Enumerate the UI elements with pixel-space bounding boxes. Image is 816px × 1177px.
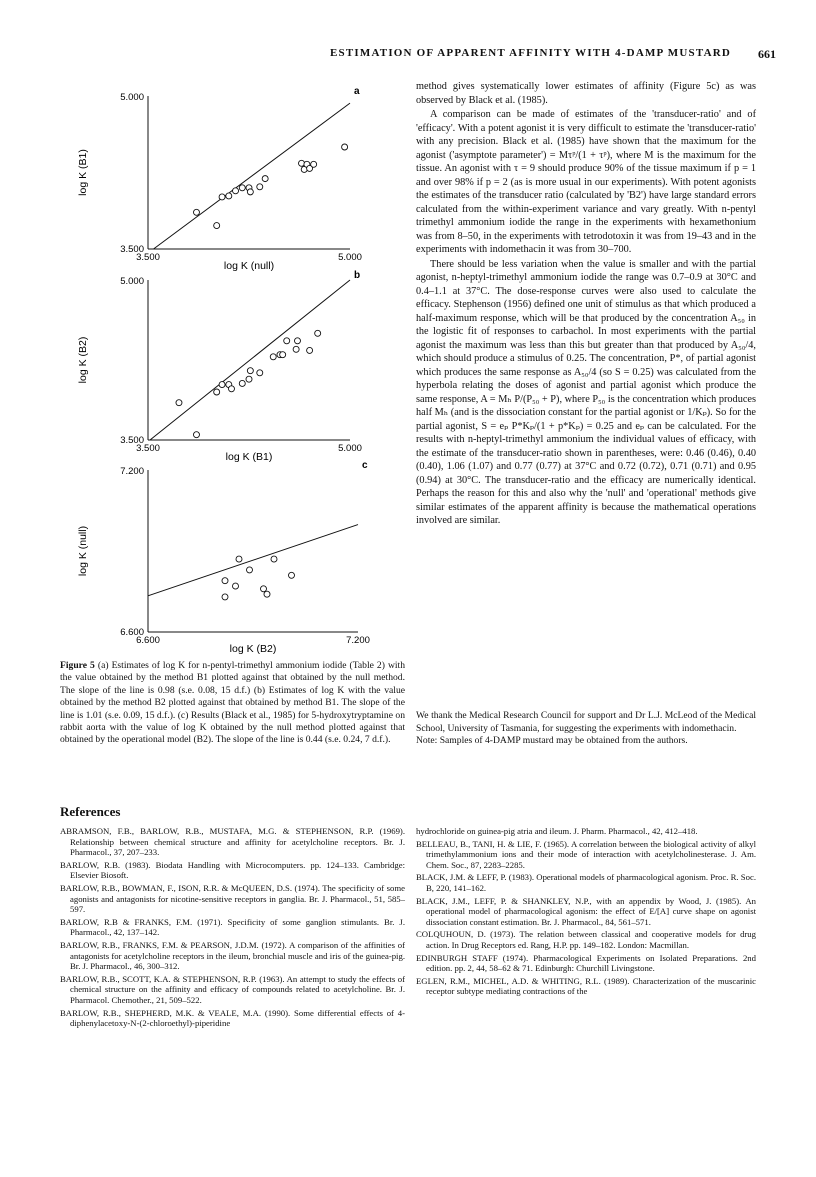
data-point (226, 193, 232, 199)
panel-label: b (354, 270, 361, 281)
panel-label: c (362, 460, 368, 471)
caption-label: Figure 5 (60, 660, 95, 671)
data-point (262, 176, 268, 182)
data-point (247, 567, 253, 573)
x-tick-label: 3.500 (136, 252, 160, 263)
data-point (261, 586, 267, 592)
body-text-column (416, 80, 756, 529)
reference-item: hydrochloride on guinea-pig atria and ileum. J. Pharm. Pharmacol., 42, 412–418. (416, 826, 698, 836)
data-point (246, 376, 252, 382)
data-point (176, 400, 182, 406)
reference-item: BARLOW, R.B., SHEPHERD, M.K. & VEALE, M.A. (1990). Some differential effects of 4-diphenylacetoxy-N-(2-chloroethyl)-piperidine (60, 1007, 405, 1029)
running-header (0, 47, 816, 67)
data-point (271, 556, 277, 562)
availability-note: Note: Samples of 4-DAMP mustard may be obtained from the authors. (416, 735, 688, 746)
data-point (270, 354, 276, 360)
data-point (307, 347, 313, 353)
caption-text: (a) Estimates of log K for n-pentyl-trimethyl ammonium iodide (Table 2) with the value obtained by the method B1 plotted against that obtained by the null method. The slope of the line is 0.98 (s.e. 0.08, 15 d.f.) (b) Estimates of log K with the value obtained by the method B2 plotted against that obtained by method B1. The slope of the line is 1.01 (s.e. 0.09, 15 d.f.). (c) Results (Black et al., 1985) for 5-hydroxytryptamine on rabbit aorta with the value of log K obtained by the null method plotted against that obtained by the operational model (B2). The slope of the line is 0.44 (s.e. 0.24, 7 d.f.). (60, 660, 405, 746)
chart-panel-b (60, 268, 400, 462)
page-number: 661 (758, 47, 776, 61)
y-tick-label: 5.000 (120, 92, 144, 103)
y-axis-label: log K (B2) (77, 336, 89, 384)
regression-line (153, 103, 350, 249)
data-point (239, 185, 245, 191)
y-tick-label: 3.500 (120, 244, 144, 255)
x-tick-label: 7.200 (346, 635, 370, 646)
data-point (264, 591, 270, 597)
y-axis-label: log K (B1) (77, 149, 89, 196)
data-point (239, 380, 245, 386)
references-right-column (416, 826, 756, 999)
x-tick-label: 3.500 (136, 443, 160, 454)
x-axis-label: log K (null) (223, 260, 275, 272)
data-point (293, 346, 299, 352)
data-point (214, 223, 220, 229)
data-point (289, 572, 295, 578)
data-point (193, 432, 199, 438)
x-tick-label: 6.600 (136, 635, 160, 646)
acknowledgement (416, 710, 756, 748)
reference-item: BARLOW, R.B., BOWMAN, F., ISON, R.R. & McQUEEN, D.S. (1974). The specificity of some agonists and antagonists for nicotine-sensitive receptors in ganglia. Br. J. Pharmacol., 51, 585–597. (60, 882, 405, 915)
body-paragraph: A comparison can be made of estimates of the 'transducer-ratio' and of 'efficacy'. With a potent agonist it is very difficult to estimate the 'transducer-ratio' with any precision. Black et al. (1985) have shown that the maximum for the agonist ('asymptote parameter') = Mτᵖ/(1 + τᵖ), where M is the maximum for the tissue. An agonist with τ = 9 should produce 90% of the tissue maximum if p = 1 and over 98% if p = 2 (as is more usual in our experiments). With potent agonists the estimates of the transducer ratio (calculated by 'B2') have large standard errors calculated from the within-experiment variance and vary greatly. With n-pentyl trimethyl ammonium iodide the range in the experiments with hexamethonium was from 8–50, in the experiments with tetrodotoxin it was from 19–43 and in the experiments with indomethacin it was from 30–700. (416, 109, 756, 255)
data-point (222, 578, 228, 584)
data-point (247, 189, 253, 195)
references-left-column (60, 826, 405, 1031)
data-point (284, 338, 290, 344)
data-point (214, 389, 220, 395)
reference-item: BELLEAU, B., TANI, H. & LIE, F. (1965). A correlation between the biological activity of alkyl trimethylammonium ions and their mode of interaction with acetylcholinesterase. J. Am. Chem. Soc., 87, 2283–2285. (416, 838, 756, 870)
x-tick-label: 5.000 (338, 252, 362, 263)
references-heading: References (60, 804, 121, 819)
reference-item: BARLOW, R.B., FRANKS, F.M. & PEARSON, J.D.M. (1972). A comparison of the affinities of antagonists for acetylcholine receptors in the ileum, bronchial muscle and iris of the guinea-pig. Br. J. Pharmacol., 46, 300–312. (60, 939, 405, 972)
data-point (193, 209, 199, 215)
data-point (294, 338, 300, 344)
scatter-plot-a (60, 84, 400, 276)
y-tick-label: 5.000 (120, 276, 144, 287)
body-paragraph: There should be less variation when the value is smaller and with the partial agonist, n-heptyl-trimethyl ammonium iodide the range was 0.7–0.9 at 30°C and 0.4–1.1 at 37°C. The dose-response curves were also used to calculate the efficacy. Stephenson (1956) defined one unit of stimulus as that which produced a half-maximum response, which will be that produced by the concentration A₅₀ in the logistic fit of responses to carbachol. In most experiments with the partial agonist the maximum was less than this but greater than that produced by A₅₀/4, which should produce a stimulus of 0.25. The concentration, P*, of partial agonist which produces the same response as A₅₀/4 (so S = 0.25) was calculated from the hyperbola relating the doses of agonist and partial agonist which produce the same response, A = Mₕ P/(P₅₀ + P), where P₅₀ is the concentration which produces half Mₕ (and is the dissociation constant for the partial agonist or 1/Kₚ). So for the partial agonist, S = eₚ P*Kₚ/(1 + p*Kₚ) = 0.25 and eₚ can be calculated. For the results with n-heptyl-trimethyl ammonium the individual values of efficacy, with the estimate of the transducer-ratio shown in parentheses, were: 0.46 (0.46), 0.40 (0.40), 1.06 (1.07) and 0.77 (0.77) at 37°C and 0.72 (0.72), 0.71 (0.71) and 0.95 (0.94) at 30°C. The transducer-ratio and the efficacy are numerically identical. Perhaps the reason for this and also why the 'null' and 'operational' methods give similar estimates of the apparent affinity is because the mathematical operations involved are similar. (416, 258, 756, 526)
data-point (228, 386, 234, 392)
data-point (257, 370, 263, 376)
data-point (233, 583, 239, 589)
y-tick-label: 7.200 (120, 466, 144, 477)
reference-item: EDINBURGH STAFF (1974). Pharmacological Experiments on Isolated Preparations. 2nd edition. pp. 2, 44, 58–62 & 71. Edinburgh: Churchill Livingstone. (416, 952, 756, 974)
data-point (315, 330, 321, 336)
reference-item: COLQUHOUN, D. (1973). The relation between classical and cooperative models for drug action. In Drug Receptors ed. Rang, H.P. pp. 149–182. London: Macmillan. (416, 929, 756, 950)
regression-line (148, 525, 358, 596)
x-axis-label: log K (B1) (225, 451, 273, 462)
x-tick-label: 5.000 (338, 443, 362, 454)
reference-item: ABRAMSON, F.B., BARLOW, R.B., MUSTAFA, M.G. & STEPHENSON, R.P. (1969). Relationship between chemical structure and affinity for acetylcholine receptors. Br. J. Pharmacol., 37, 207–233. (60, 826, 405, 858)
body-paragraph: method gives systematically lower estimates of affinity (Figure 5c) as was observed by Black et al. (1985). (416, 81, 756, 106)
running-title: ESTIMATION OF APPARENT AFFINITY WITH 4-DAMP MUSTARD (330, 47, 732, 59)
y-tick-label: 6.600 (120, 627, 144, 638)
x-axis-label: log K (B2) (229, 643, 277, 655)
data-point (219, 382, 225, 388)
panel-label: a (354, 86, 360, 97)
data-point (222, 594, 228, 600)
data-point (219, 194, 225, 200)
chart-panel-a (60, 84, 400, 276)
reference-item: BLACK, J.M., LEFF, P. & SHANKLEY, N.P., with an appendix by Wood, J. (1985). An operational model of pharmacological agonism: the effect of E/[A] curve shape on agonist dissociation constant estimation. Br. J. Pharmacol., 84, 561–571. (416, 895, 756, 927)
data-point (257, 184, 263, 190)
reference-item: BARLOW, R.B. (1983). Biodata Handling with Microcomputers. pp. 124–133. Cambridge: Elsevier Biosoft. (60, 859, 405, 881)
acknowledgement-text: We thank the Medical Research Council for support and Dr L.J. McLeod of the Medical School, University of Tasmania, for suggesting the experiments with indomethacin. (416, 710, 756, 734)
reference-item: BLACK, J.M. & LEFF, P. (1983). Operational models of pharmacological agonism. Proc. R. Soc. B, 220, 141–162. (416, 872, 756, 893)
reference-item: BARLOW, R.B., SCOTT, K.A. & STEPHENSON, R.P. (1963). An attempt to study the effects of chemical structure on the affinity and efficacy of compounds related to acetylcholine. Br. J. Pharmacol. Chemother., 21, 509–522. (60, 973, 405, 1005)
reference-item: EGLEN, R.M., MICHEL, A.D. & WHITING, R.L. (1989). Characterization of the muscarinic receptor subtype mediating contractions of the (416, 975, 756, 997)
data-point (342, 144, 348, 150)
chart-panel-c (60, 456, 400, 656)
regression-line (150, 280, 350, 440)
reference-item: BARLOW, R.B & FRANKS, F.M. (1971). Specificity of some ganglion stimulants. Br. J. Pharmacol., 42, 137–142. (60, 916, 405, 938)
scatter-plot-c (60, 456, 400, 656)
scatter-plot-b (60, 268, 400, 462)
data-point (280, 352, 286, 358)
figure-caption (60, 660, 405, 747)
data-point (236, 556, 242, 562)
data-point (247, 368, 253, 374)
data-point (311, 161, 317, 167)
y-tick-label: 3.500 (120, 435, 144, 446)
data-point (233, 188, 239, 194)
y-axis-label: log K (null) (77, 525, 89, 577)
